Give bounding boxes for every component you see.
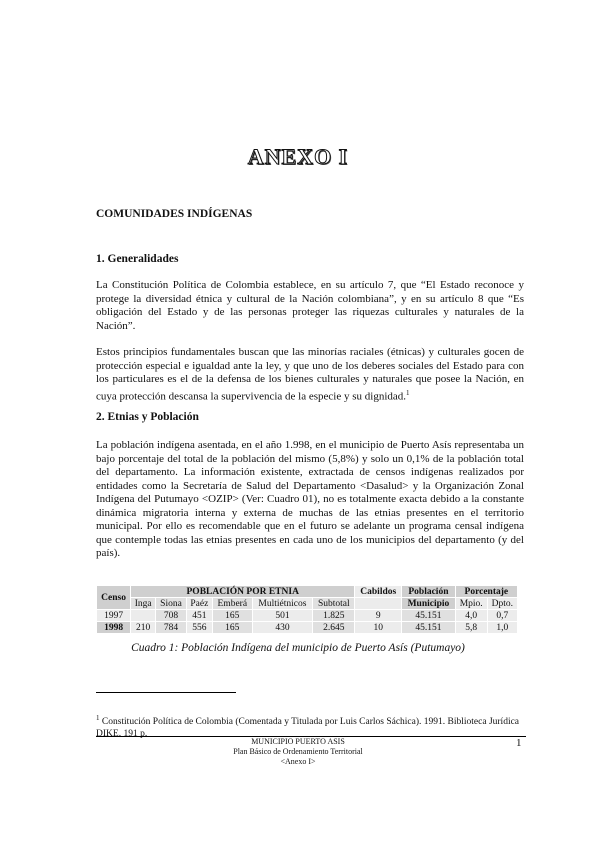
table-caption: Cuadro 1: Población Indígena del municipio de Puerto Asís (Putumayo) xyxy=(131,642,465,654)
footer-plan: Plan Básico de Ordenamiento Territorial xyxy=(233,747,363,756)
cell-siona: 784 xyxy=(156,622,187,634)
col-embera: Emberá xyxy=(213,598,253,610)
cell-embera: 165 xyxy=(213,610,253,622)
cell-subtotal: 1.825 xyxy=(313,610,355,622)
header-poblacion-etnia: POBLACIÓN POR ETNIA xyxy=(131,586,355,598)
paragraph-poblacion: La población indígena asentada, en el año 1.998, en el municipio de Puerto Asís representaba un bajo porcentaje del total de la población del mismo (5,8%) y solo un 0,1% de la población total del departamento. La información existente, extractada de censos indígenas realizados por entidades como la Secretaría de Salud del Departamento <Dasalud> y la Organización Zonal Indígena del Putumayo <OZIP> (Ver: Cuadro 01), no es totalmente exacta debido a la constante dinámica migratoria interna y externa de muchas de las etnias presentes en el territorio municipal. Por ello es recomendable que en el futuro se adelante un programa censal indígena que contemple todas las etnias presentes en cada uno de los municipios del departamento (y del país). xyxy=(96,439,524,559)
footer-anexo: <Anexo I> xyxy=(280,757,316,766)
cell-subtotal: 2.645 xyxy=(313,622,355,634)
footnote-text: Constitución Política de Colombia (Comentada y Titulada por Luis Carlos Sáchica). 1991. Biblioteca Jurídica DIKE. 191 p. xyxy=(96,717,520,740)
table-row xyxy=(97,610,518,622)
table-header-row-2 xyxy=(97,598,518,610)
cell-poblacion: 45.151 xyxy=(402,622,456,634)
col-siona: Siona xyxy=(156,598,187,610)
table-header-row-1 xyxy=(97,586,518,598)
col-dpto: Dpto. xyxy=(487,598,517,610)
header-censo: Censo xyxy=(97,586,131,610)
footnote-divider xyxy=(96,692,236,693)
header-poblacion: Población xyxy=(402,586,456,598)
cell-embera: 165 xyxy=(213,622,253,634)
page-footer xyxy=(0,737,596,767)
col-subtotal: Subtotal xyxy=(313,598,355,610)
footer-municipio: MUNICIPIO PUERTO ASIS xyxy=(251,737,345,746)
census-table xyxy=(96,585,518,634)
col-municipio: Municipio xyxy=(402,598,456,610)
cell-paez: 451 xyxy=(186,610,212,622)
col-inga: Inga xyxy=(131,598,156,610)
col-paez: Paéz xyxy=(186,598,212,610)
paragraph-principios-text: Estos principios fundamentales buscan que las minorías raciales (étnicas) y culturales gocen de protección especial e igualdad ante la ley, y que uno de los deberes sociales del Estado para con los particulares es el de la defensa de los bienes culturales y naturales que posee la Nación, en cuya protección descansa la supervivencia de la especie y su dignidad. xyxy=(96,346,524,403)
cell-inga xyxy=(131,610,156,622)
cell-cabildos: 10 xyxy=(355,622,402,634)
paragraph-constitucion: La Constitución Política de Colombia establece, en su artículo 7, que “El Estado reconoce y protege la diversidad étnica y cultural de la Nación colombiana”, y en su artículo 8 que “Es obligación del Estado y de las personas proteger las riquezas culturales y naturales de la Nación”. xyxy=(96,279,524,332)
heading-generalidades: 1. Generalidades xyxy=(96,253,179,265)
cell-dpto: 1,0 xyxy=(487,622,517,634)
cell-mpio: 5,8 xyxy=(455,622,487,634)
page-number: 1 xyxy=(516,737,522,749)
col-multietnicos: Multiétnicos xyxy=(252,598,313,610)
col-cabildos-blank xyxy=(355,598,402,610)
cell-dpto: 0,7 xyxy=(487,610,517,622)
cell-cabildos: 9 xyxy=(355,610,402,622)
cell-inga: 210 xyxy=(131,622,156,634)
header-porcentaje: Porcentaje xyxy=(455,586,517,598)
section-heading: COMUNIDADES INDÍGENAS xyxy=(96,208,253,220)
cell-paez: 556 xyxy=(186,622,212,634)
cell-mpio: 4,0 xyxy=(455,610,487,622)
heading-etnias: 2. Etnias y Población xyxy=(96,411,199,423)
paragraph-principios xyxy=(96,346,524,404)
footnote-ref[interactable]: 1 xyxy=(406,388,410,397)
cell-multi: 501 xyxy=(252,610,313,622)
footnote-number: 1 xyxy=(96,714,100,722)
page-title: ANEXO I xyxy=(247,144,349,169)
cell-multi: 430 xyxy=(252,622,313,634)
cell-censo: 1997 xyxy=(97,610,131,622)
header-cabildos: Cabildos xyxy=(355,586,402,598)
table-row xyxy=(97,622,518,634)
cell-censo: 1998 xyxy=(97,622,131,634)
cell-siona: 708 xyxy=(156,610,187,622)
cell-poblacion: 45.151 xyxy=(402,610,456,622)
col-mpio: Mpio. xyxy=(455,598,487,610)
